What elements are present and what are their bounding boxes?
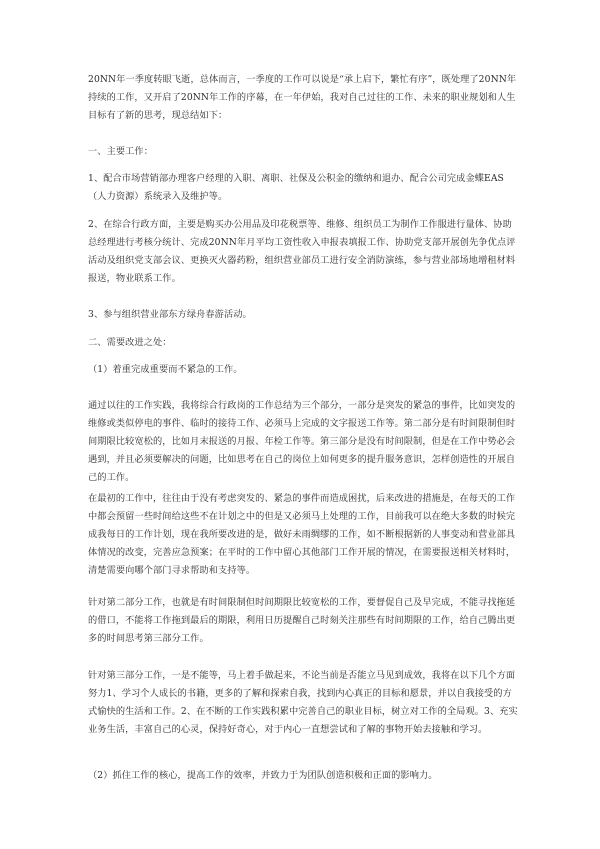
section-heading-main-work: 一、主要工作：: [88, 146, 154, 157]
improvement-paragraph-3: 针对第二部分工作，也就是有时间限制但时间期限比较宽松的工作，要督促自己及早完成，不能寻找拖延的借口，不能将工作拖到最后的期限，利用日历提醒自己时刻关注那些有时间期限的工作，给自己腾出更多的时间思考第三部分工作。: [88, 597, 516, 644]
work-item-1: 1、配合市场营销部办理客户经理的入职、离职、社保及公积金的缴纳和退办、配合公司完成金蝶EAS（人力资源）系统录入及维护等。: [88, 173, 504, 202]
work-item-3: 3、参与组织营业部东方绿舟春游活动。: [88, 309, 252, 320]
improvement-heading-2: （2）抓住工作的核心，提高工作的效率，并致力于为团队创造积极和正面的影响力。: [88, 770, 438, 781]
section-heading-improvements: 二、需要改进之处：: [88, 337, 172, 348]
improvement-heading-1: （1）着重完成重要而不紧急的工作。: [88, 364, 243, 375]
intro-paragraph: 20NN年一季度转眼飞逝，总体而言，一季度的工作可以说是“承上启下，繁忙有序”，既处理了20NN年持续的工作，又开启了20NN年工作的序幕，在一年伊始，我对自己过往的工作、未来的职业规划和人生目标有了新的思考，现总结如下：: [88, 74, 517, 121]
improvement-paragraph-2: 在最初的工作中，往往由于没有考虑突发的、紧急的事件而造成困扰，后来改进的措施是，在每天的工作中都会预留一些时间给这些不在计划之中的但是又必须马上处理的工作，目前我可以在绝大多数的时候完成我每日的工作计划，现在我所要改进的是，做好未雨绸缪的工作，如不断根据新的人事变动和营业部具体情况的改变，完善应急预案；在平时的工作中留心其他部门工作开展的情况，在需要报送相关材料时，清楚需要向哪个部门寻求帮助和支持等。: [88, 493, 516, 576]
work-item-2: 2、在综合行政方面，主要是购买办公用品及印花税票等、维修、组织员工为制作工作服进行量体、协助总经理进行考核分统计、完成20NN年月平均工资性收入申报表填报工作、协助党支部开展创先争优点评活动及组织党支部会议、更换灭火器药粉，组织营业部员工进行安全消防演练，参与营业部场地增租材料报送，物业联系工作。: [88, 219, 516, 284]
improvement-paragraph-1: 通过以往的工作实践，我将综合行政岗的工作总结为三个部分，一部分是突发的紧急的事件，比如突发的维修或类似停电的事件、临时的接待工作、必须马上完成的文字报送工作等。第二部分是有时间限制但时间期限比较宽松的，比如月末报送的月报、年检工作等。第三部分是没有时间限制，但是在工作中势必会遇到，并且必须要解决的问题，比如思考在自己的岗位上如何更多的提升服务意识，怎样创造性的开展自己的工作。: [88, 400, 516, 483]
improvement-paragraph-4: 针对第三部分工作，一是不能等，马上着手做起来，不论当前是否能立马见到成效，我将在以下几个方面努力1、学习个人成长的书籍，更多的了解和探索自我，找到内心真正的目标和愿景，并以自我接受的方式愉快的生活和工作。2、在不断的工作实践积累中完善自己的职业目标，树立对工作的全局观。3、充实业务生活，丰富自己的心灵，保持好奇心，对于内心一直想尝试和了解的事物开始去接触和学习。: [88, 670, 518, 735]
